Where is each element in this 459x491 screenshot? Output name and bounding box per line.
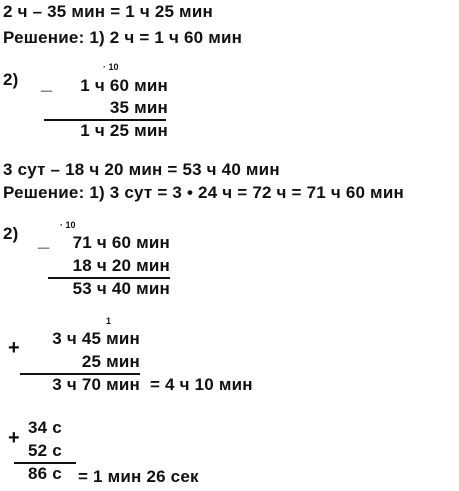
carry-mark: 1	[106, 316, 112, 326]
problem2-step2-label: 2)	[3, 224, 19, 243]
problem3-addend2: 25 мин	[81, 352, 140, 371]
problem1-equation: 2 ч – 35 мин = 1 ч 25 мин	[3, 2, 213, 21]
plus-sign: +	[8, 427, 20, 449]
plus-sign: +	[8, 337, 20, 359]
borrow-mark: · 10	[60, 220, 76, 230]
problem1-minuend: 1 ч 60 мин	[80, 76, 168, 95]
problem4-addend1: 34 с	[28, 418, 62, 437]
problem2-subtrahend: 18 ч 20 мин	[72, 256, 170, 275]
problem2-minuend: 71 ч 60 мин	[72, 233, 170, 252]
problem4-addend2: 52 с	[28, 441, 62, 460]
problem4-conversion: = 1 мин 26 сек	[78, 467, 199, 486]
minus-sign: _	[41, 72, 53, 94]
problem3-result: 3 ч 70 мин	[52, 375, 140, 394]
problem1-solution: Решение: 1) 2 ч = 1 ч 60 мин	[3, 28, 243, 47]
borrow-mark: · 10	[103, 62, 119, 72]
problem1-subtrahend: 35 мин	[109, 98, 168, 117]
minus-sign: _	[38, 229, 50, 251]
problem2-solution: Решение: 1) 3 сут = 3 • 24 ч = 72 ч = 71 ч 60 мин	[3, 183, 404, 202]
problem3-conversion: = 4 ч 10 мин	[150, 375, 253, 394]
problem3-addend1: 3 ч 45 мин	[52, 329, 140, 348]
problem2-equation: 3 сут – 18 ч 20 мин = 53 ч 40 мин	[3, 160, 280, 179]
problem1-step2-label: 2)	[3, 70, 19, 89]
problem4-result: 86 с	[28, 464, 62, 483]
problem1-result: 1 ч 25 мин	[80, 121, 168, 140]
problem2-result: 53 ч 40 мин	[72, 279, 170, 298]
